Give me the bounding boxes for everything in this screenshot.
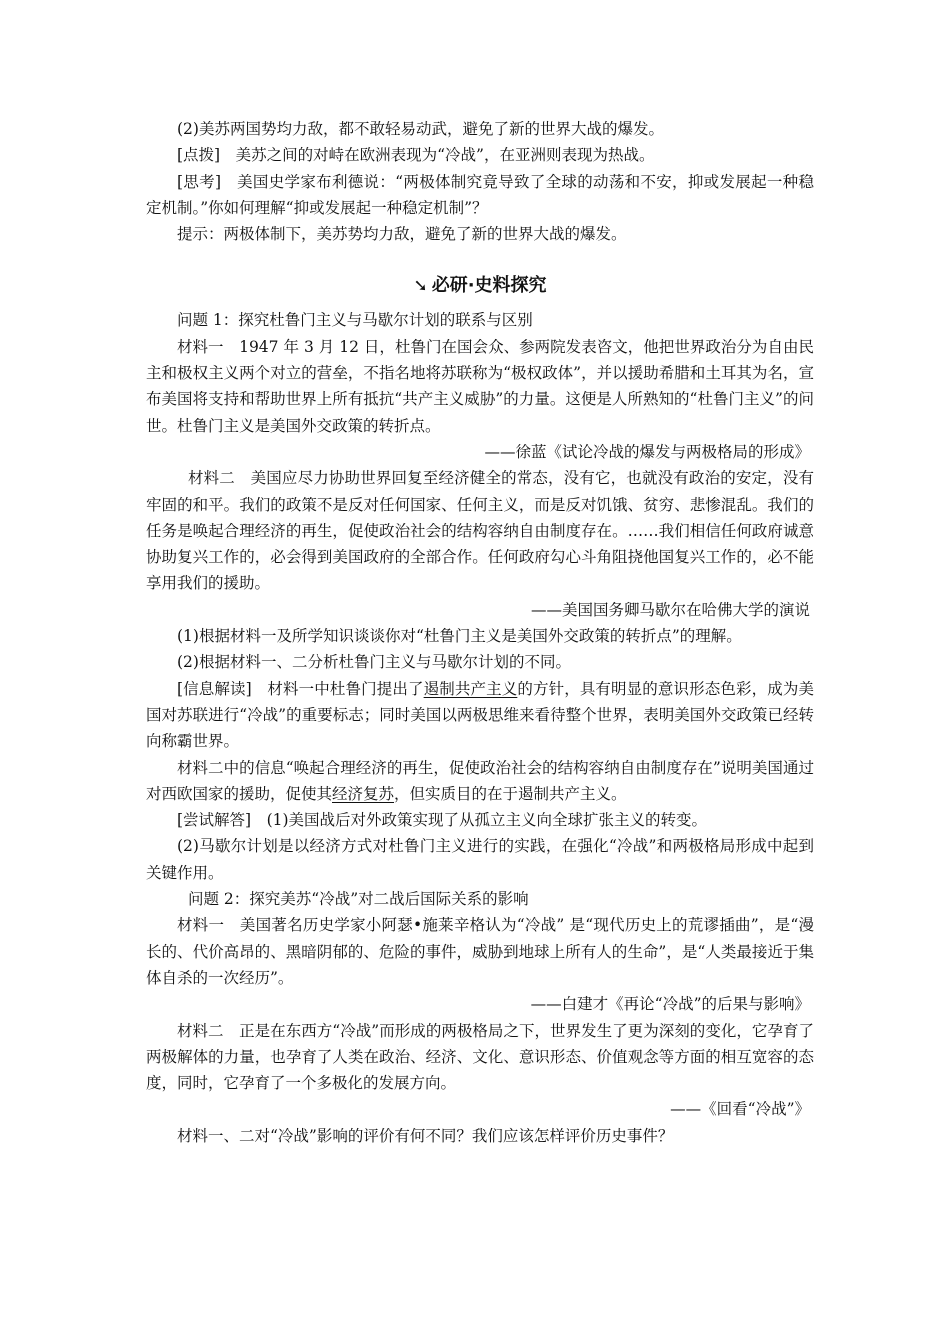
q1-ask-2: (2)根据材料一、二分析杜鲁门主义与马歇尔计划的不同。 [177, 653, 571, 672]
info2-post: ，但实质目的在于遏制共产主义。 [394, 784, 627, 803]
q1-answer-1: [尝试解答] (1)美国战后对外政策实现了从孤立主义向全球扩张主义的转变。 [177, 811, 708, 830]
q1-material-1-source: ——徐蓝《试论冷战的爆发与两极格局的形成》 [484, 442, 810, 461]
question-1-title: 问题 1：探究杜鲁门主义与马歇尔计划的联系与区别 [177, 311, 533, 330]
info2-pre: 材料二中的信息“唤起合理经济的再生，促使政治社会的结构容纳自由制度存在”说明美国通过对西欧国家的援助，促使其 [146, 758, 814, 803]
q1-info-reading-2 [146, 755, 814, 808]
q2-material-1: 材料一 美国著名历史学家小阿瑟•施莱辛格认为“冷战” 是“现代历史上的荒谬插曲”，是“漫长的、代价高昂的、黑暗阴郁的、危险的事件，威胁到地球上所有人的生命”，是“人类最接近于集体自杀的一次经历”。 [146, 916, 814, 987]
section-title: 必研·史料探究 [431, 275, 547, 297]
q1-material-1: 材料一 1947 年 3 月 12 日，杜鲁门在国会众、参两院发表咨文，他把世界政治分为自由民主和极权主义两个对立的营垒，不指名地将苏联称为“极权政体”，并以援助希腊和土耳其为名，宣布美国将支持和帮助世界上所有抵抗“共产主义威胁”的力量。这便是人所熟知的“杜鲁门主义”的问世。杜鲁门主义是美国外交政策的转折点。 [146, 337, 814, 435]
underlined-term-containment: 遏制共产主义 [423, 679, 518, 698]
q2-material-2: 材料二 正是在东西方“冷战”而形成的两极格局之下，世界发生了更为深刻的变化，它孕育了两极解体的力量，也孕育了人类在政治、经济、文化、意识形态、价值观念等方面的相互宽容的态度，同时，它孕育了一个多极化的发展方向。 [146, 1021, 814, 1093]
q2-ask: 材料一、二对“冷战”影响的评价有何不同？我们应该怎样评价历史事件？ [177, 1126, 674, 1145]
q2-material-2-source: ——《回看“冷战”》 [670, 1100, 810, 1119]
q1-info-reading [146, 676, 814, 755]
underlined-term-recovery: 经济复苏 [332, 784, 395, 803]
document-page [146, 116, 814, 1149]
question-2-title: 问题 2：探究美苏“冷战”对二战后国际关系的影响 [188, 890, 529, 909]
intro-hint: [点拨] 美苏之间的对峙在欧洲表现为“冷战”，在亚洲则表现为热战。 [177, 146, 655, 165]
info-post: 的方针，具有明显的意识形态色彩，成为美国对苏联进行“冷战”的重要标志；同时美国以两极思维来看待整个世界，表明美国外交政策已经转向称霸世界。 [146, 679, 814, 751]
q1-ask-1: (1)根据材料一及所学知识谈谈你对“杜鲁门主义是美国外交政策的转折点”的理解。 [177, 627, 742, 646]
arrow-icon: ➘ [413, 276, 428, 297]
q1-material-2: 材料二 美国应尽力协助世界回复至经济健全的常态，没有它，也就没有政治的安定，没有牢固的和平。我们的政策不是反对任何国家、任何主义，而是反对饥饿、贫穷、悲惨混乱。我们的任务是唤起合理经济的再生，促使政治社会的结构容纳自由制度存在。……我们相信任何政府诚意协助复兴工作的，必会得到美国政府的全部合作。任何政府勾心斗角阻挠他国复兴工作的，必不能享用我们的援助。 [146, 469, 814, 593]
q1-answer-2: (2)马歇尔计划是以经济方式对杜鲁门主义进行的实践，在强化“冷战”和两极格局形成中起到关键作用。 [146, 837, 814, 882]
info-pre: [信息解读] 材料一中杜鲁门提出了 [177, 679, 424, 698]
intro-paragraph-1: (2)美苏两国势均力敌，都不敢轻易动武，避免了新的世界大战的爆发。 [177, 120, 664, 138]
section-heading [146, 273, 814, 299]
q1-material-2-source: ——美国国务卿马歇尔在哈佛大学的演说 [530, 600, 810, 619]
intro-tip: 提示：两极体制下，美苏势均力敌，避免了新的世界大战的爆发。 [177, 225, 627, 244]
intro-think: [思考] 美国史学家布利德说：“两极体制究竟导致了全球的动荡和不安，抑或发展起一种稳定机制。”你如何理解“抑或发展起一种稳定机制”？ [146, 172, 814, 217]
q2-material-1-source: ——白建才《再论“冷战”的后果与影响》 [530, 995, 810, 1014]
